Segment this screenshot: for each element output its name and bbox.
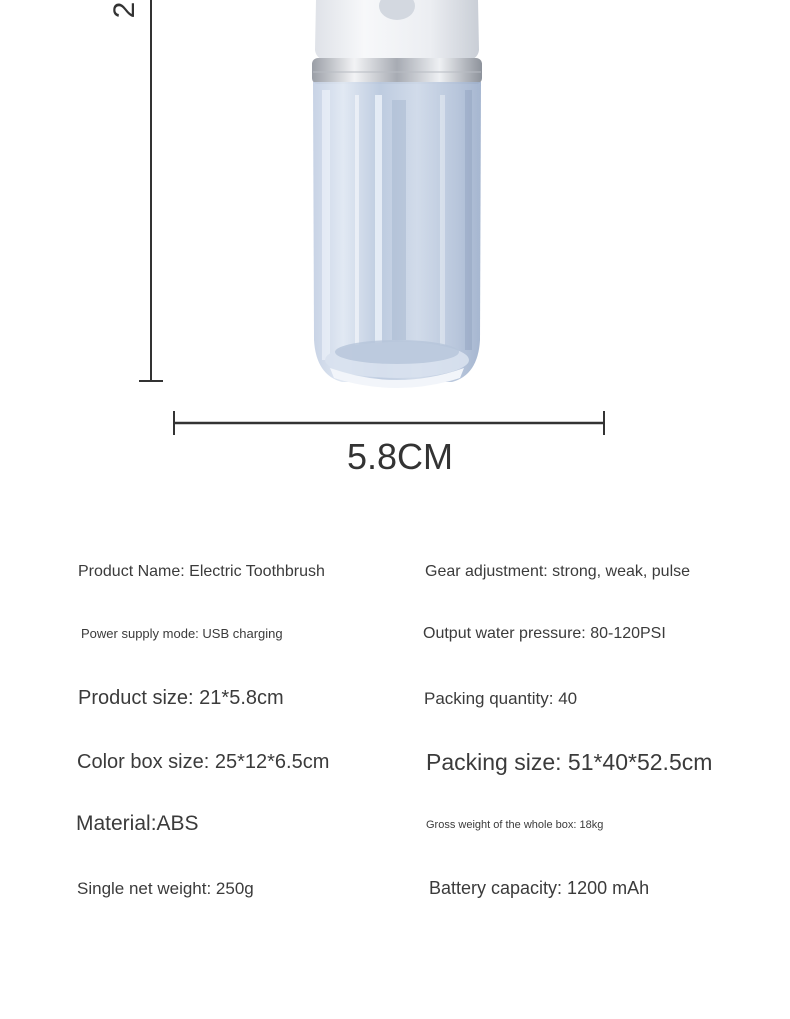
width-dimension-label: 5.8CM	[346, 436, 454, 477]
spec-packing-quantity: Packing quantity: 40	[424, 689, 578, 708]
height-dimension-line	[139, 0, 163, 381]
spec-power-supply: Power supply mode: USB charging	[81, 626, 283, 641]
spec-gross-weight: Gross weight of the whole box: 18kg	[426, 819, 604, 831]
spec-battery-capacity: Battery capacity: 1200 mAh	[429, 878, 650, 898]
spec-packing-size: Packing size: 51*40*52.5cm	[426, 749, 713, 775]
width-dimension-line	[174, 411, 604, 435]
spec-water-pressure: Output water pressure: 80-120PSI	[423, 625, 666, 642]
spec-net-weight: Single net weight: 250g	[77, 879, 254, 898]
spec-gear-adjustment: Gear adjustment: strong, weak, pulse	[425, 563, 691, 580]
spec-product-name: Product Name: Electric Toothbrush	[78, 563, 325, 580]
spec-color-box-size: Color box size: 25*12*6.5cm	[77, 751, 330, 773]
height-dimension-label: 2	[108, 1, 141, 19]
spec-material: Material:ABS	[76, 812, 199, 835]
spec-product-size: Product size: 21*5.8cm	[78, 687, 284, 709]
product-dimension-figure	[0, 0, 790, 500]
water-flosser-illustration	[312, 0, 482, 388]
